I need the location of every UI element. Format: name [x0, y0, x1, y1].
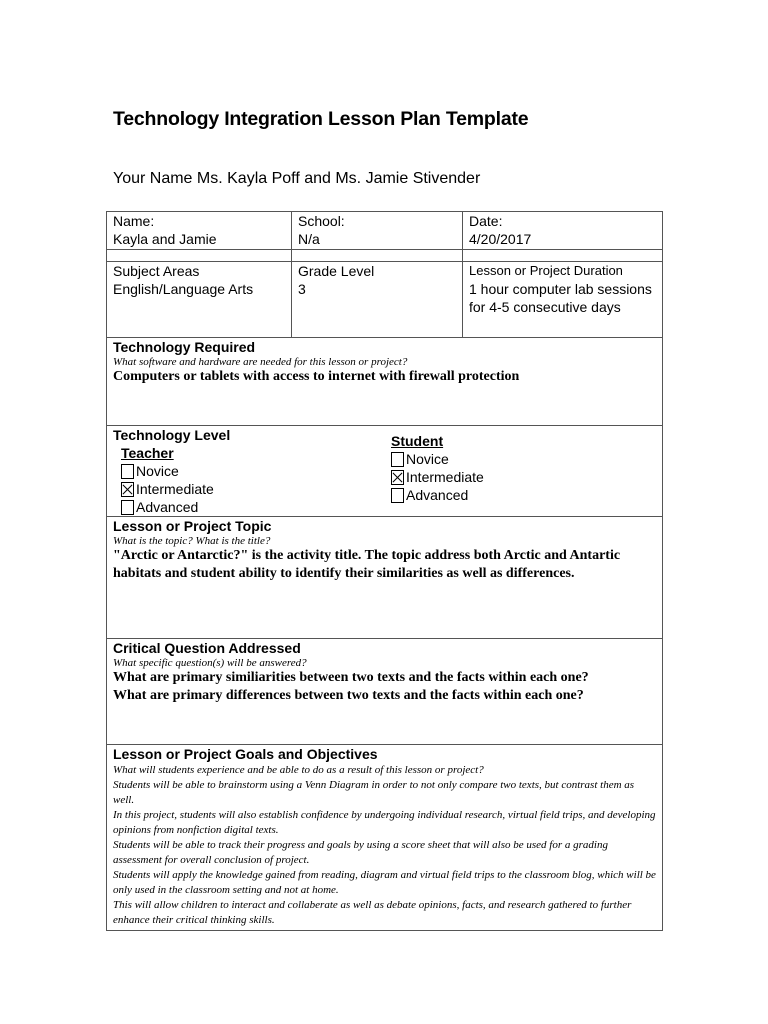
student-intermediate-checkbox[interactable]	[391, 470, 404, 485]
page-title: Technology Integration Lesson Plan Template	[113, 108, 529, 130]
teacher-advanced-checkbox[interactable]	[121, 500, 134, 515]
grade-level-cell	[292, 262, 463, 338]
goals-cell	[107, 745, 663, 931]
grade-level-value: 3	[298, 281, 306, 297]
duration-value: 1 hour computer lab sessions for 4-5 consecutive days	[469, 281, 652, 315]
critical-question-cell	[107, 639, 663, 745]
goal-line: In this project, students will also establish confidence by undergoing individual research, virtual field trips, and developing opinions from nonfiction digital texts.	[113, 809, 656, 836]
student-novice-option[interactable]	[383, 450, 653, 468]
student-novice-label: Novice	[406, 451, 449, 467]
critical-question-1: What are primary similiarities between two texts and the facts within each one?	[113, 670, 589, 685]
critical-question-hint: What specific question(s) will be answered?	[113, 657, 307, 669]
school-value: N/a	[298, 231, 320, 247]
tech-required-hint: What software and hardware are needed for this lesson or project?	[113, 356, 408, 368]
student-advanced-label: Advanced	[406, 487, 469, 503]
tech-required-cell	[107, 338, 663, 426]
student-advanced-option[interactable]	[383, 486, 653, 504]
goals-row	[107, 745, 663, 931]
student-level-column	[383, 433, 653, 516]
goals-label: Lesson or Project Goals and Objectives	[113, 746, 378, 762]
goal-line: Students will be able to track their progress and goals by using a score sheet that will also be used for a grading assessment for overall conclusion of project.	[113, 839, 608, 866]
tech-level-label: Technology Level	[113, 427, 231, 443]
critical-question-row	[107, 639, 663, 745]
date-cell	[463, 212, 663, 250]
topic-answer: "Arctic or Antarctic?" is the activity title. The topic address both Arctic and Antartic habitats and student ability to identify their similarities as well as differences.	[113, 548, 621, 581]
critical-question-label: Critical Question Addressed	[113, 640, 301, 656]
tech-required-answer: Computers or tablets with access to internet with firewall protection	[113, 369, 520, 384]
teacher-novice-label: Novice	[136, 463, 179, 479]
goal-line: Students will apply the knowledge gained from reading, diagram and virtual field trips to the classroom blog, which will be only used in the classroom setting and not at home.	[113, 869, 656, 896]
student-heading: Student	[391, 433, 444, 449]
tech-level-cell	[107, 426, 663, 517]
teacher-intermediate-label: Intermediate	[136, 481, 214, 497]
subject-areas-value: English/Language Arts	[113, 281, 254, 297]
teacher-intermediate-checkbox[interactable]	[121, 482, 134, 497]
school-label: School:	[298, 213, 345, 229]
topic-hint: What is the topic? What is the title?	[113, 535, 271, 547]
duration-cell	[463, 262, 663, 338]
teacher-advanced-label: Advanced	[136, 499, 199, 515]
tech-level-row	[107, 426, 663, 517]
spacer-cell	[107, 250, 292, 262]
grade-level-label: Grade Level	[298, 263, 375, 279]
student-novice-checkbox[interactable]	[391, 452, 404, 467]
tech-required-label: Technology Required	[113, 339, 256, 355]
teacher-level-column	[113, 444, 383, 516]
date-value: 4/20/2017	[469, 231, 532, 247]
teacher-advanced-option[interactable]	[113, 498, 383, 516]
spacer-row	[107, 250, 663, 262]
teacher-novice-checkbox[interactable]	[121, 464, 134, 479]
topic-row	[107, 517, 663, 639]
school-cell	[292, 212, 463, 250]
duration-label: Lesson or Project Duration	[469, 263, 623, 278]
topic-cell	[107, 517, 663, 639]
spacer-cell	[463, 250, 663, 262]
critical-question-2: What are primary differences between two texts and the facts within each one?	[113, 688, 584, 703]
info-row	[107, 212, 663, 250]
goals-hint: What will students experience and be able to do as a result of this lesson or project?	[113, 764, 484, 776]
subject-row	[107, 262, 663, 338]
teacher-novice-option[interactable]	[113, 462, 383, 480]
student-advanced-checkbox[interactable]	[391, 488, 404, 503]
goal-line: This will allow children to interact and collaberate as well as debate opinions, facts, and research gathered to further enhance their critical thinking skills.	[113, 899, 632, 926]
student-intermediate-option[interactable]	[383, 468, 653, 486]
tech-required-row	[107, 338, 663, 426]
student-intermediate-label: Intermediate	[406, 469, 484, 485]
goal-line: Students will be able to brainstorm using a Venn Diagram in order to not only compare two texts, but contrast them as well.	[113, 779, 635, 806]
your-name-line: Your Name Ms. Kayla Poff and Ms. Jamie Stivender	[113, 170, 481, 187]
name-value: Kayla and Jamie	[113, 231, 217, 247]
date-label: Date:	[469, 213, 503, 229]
subject-areas-label: Subject Areas	[113, 263, 200, 279]
teacher-heading: Teacher	[121, 445, 174, 461]
teacher-intermediate-option[interactable]	[113, 480, 383, 498]
name-cell	[107, 212, 292, 250]
subject-areas-cell	[107, 262, 292, 338]
spacer-cell	[292, 250, 463, 262]
lesson-plan-table	[106, 211, 663, 931]
name-label: Name:	[113, 213, 155, 229]
topic-label: Lesson or Project Topic	[113, 518, 272, 534]
